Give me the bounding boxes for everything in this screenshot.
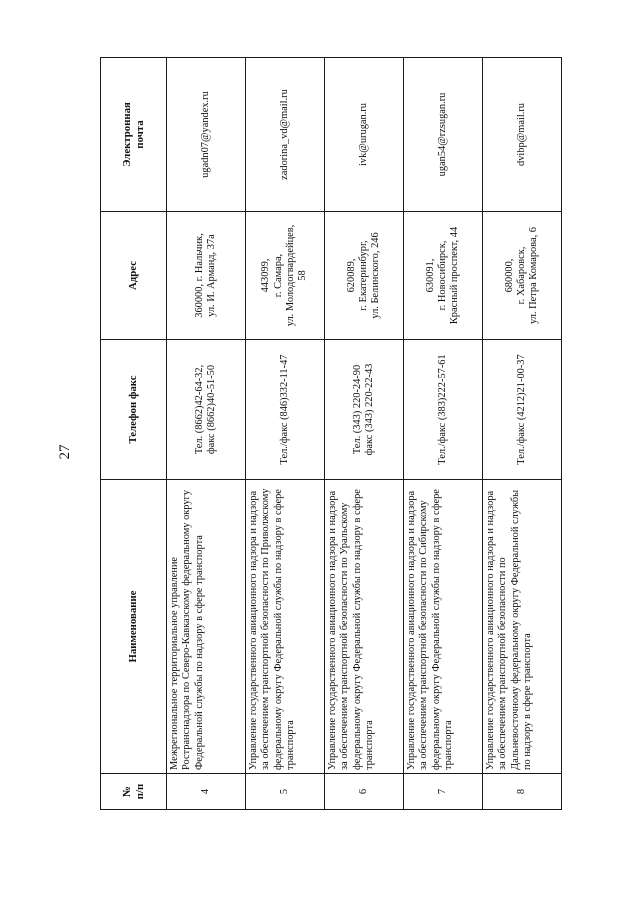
email: ivk@urugan.ru bbox=[325, 58, 404, 212]
header-phone: Телефон факс bbox=[101, 340, 167, 480]
organization-name: Межрегиональное территориальное управление Ространснадзора по Северо-Кавказскому федеральному округу Федеральной службы по надзору в сфере транспорта bbox=[167, 480, 246, 774]
row-number: 5 bbox=[246, 774, 325, 810]
row-number: 4 bbox=[167, 774, 246, 810]
organization-name: Управление государственного авиационного надзора и надзора за обеспечением транспортной безопасности по Уральскому федеральному округу Федеральной службы по надзору в сфере транспорта bbox=[325, 480, 404, 774]
table-row bbox=[483, 58, 562, 810]
table-container bbox=[100, 58, 562, 810]
header-number: № п/п bbox=[101, 774, 167, 810]
phone-fax: Тел./факс (383)222-57-61 bbox=[404, 340, 483, 480]
address: 630091, г. Новосибирск, Красный проспект, 44 bbox=[404, 212, 483, 340]
phone-fax: Тел./факс (846)332-11-47 bbox=[246, 340, 325, 480]
table-row bbox=[404, 58, 483, 810]
organization-name: Управление государственного авиационного надзора и надзора за обеспечением транспортной безопасности по Приволжскому федеральному округу Федеральной службы по надзору в сфере транспорта bbox=[246, 480, 325, 774]
page-number: 27 bbox=[57, 444, 73, 460]
phone-fax: Тел. (8662)42-64-32, факс (8662)40-51-50 bbox=[167, 340, 246, 480]
address: 360000, г. Нальчик, ул. И. Арманд, 37а bbox=[167, 212, 246, 340]
header-email: Электронная почта bbox=[101, 58, 167, 212]
organization-name: Управление государственного авиационного надзора и надзора за обеспечением транспортной безопасности по Сибирскому федеральному округу Федеральной службы по надзору в сфере транспорта bbox=[404, 480, 483, 774]
phone-fax: Тел./факс (4212)21-00-37 bbox=[483, 340, 562, 480]
row-number: 7 bbox=[404, 774, 483, 810]
organization-name: Управление государственного авиационного надзора и надзора за обеспечением транспортной безопасности по Дальневосточному федеральному округу Федеральной службы по надзору в сфере транспорта bbox=[483, 480, 562, 774]
row-number: 8 bbox=[483, 774, 562, 810]
header-name: Наименование bbox=[101, 480, 167, 774]
table-row bbox=[246, 58, 325, 810]
phone-fax: Тел. (343) 220-24-90 факс (343) 220-22-43 bbox=[325, 340, 404, 480]
table-header-row bbox=[101, 58, 167, 810]
organizations-table bbox=[100, 57, 562, 810]
address: 680000, г. Хабаровск, ул. Петра Комарова, 6 bbox=[483, 212, 562, 340]
address: 443099, г. Самара, ул. Молодогвардейцев, 58 bbox=[246, 212, 325, 340]
email: zadorina_vd@mail.ru bbox=[246, 58, 325, 212]
header-address: Адрес bbox=[101, 212, 167, 340]
table-row bbox=[325, 58, 404, 810]
address: 620089, г. Екатеринбург, ул. Белинского, 246 bbox=[325, 212, 404, 340]
table-row bbox=[167, 58, 246, 810]
email: ugadn07@yandex.ru bbox=[167, 58, 246, 212]
row-number: 6 bbox=[325, 774, 404, 810]
email: dvibp@mail.ru bbox=[483, 58, 562, 212]
email: ugan54@rzsugan.ru bbox=[404, 58, 483, 212]
